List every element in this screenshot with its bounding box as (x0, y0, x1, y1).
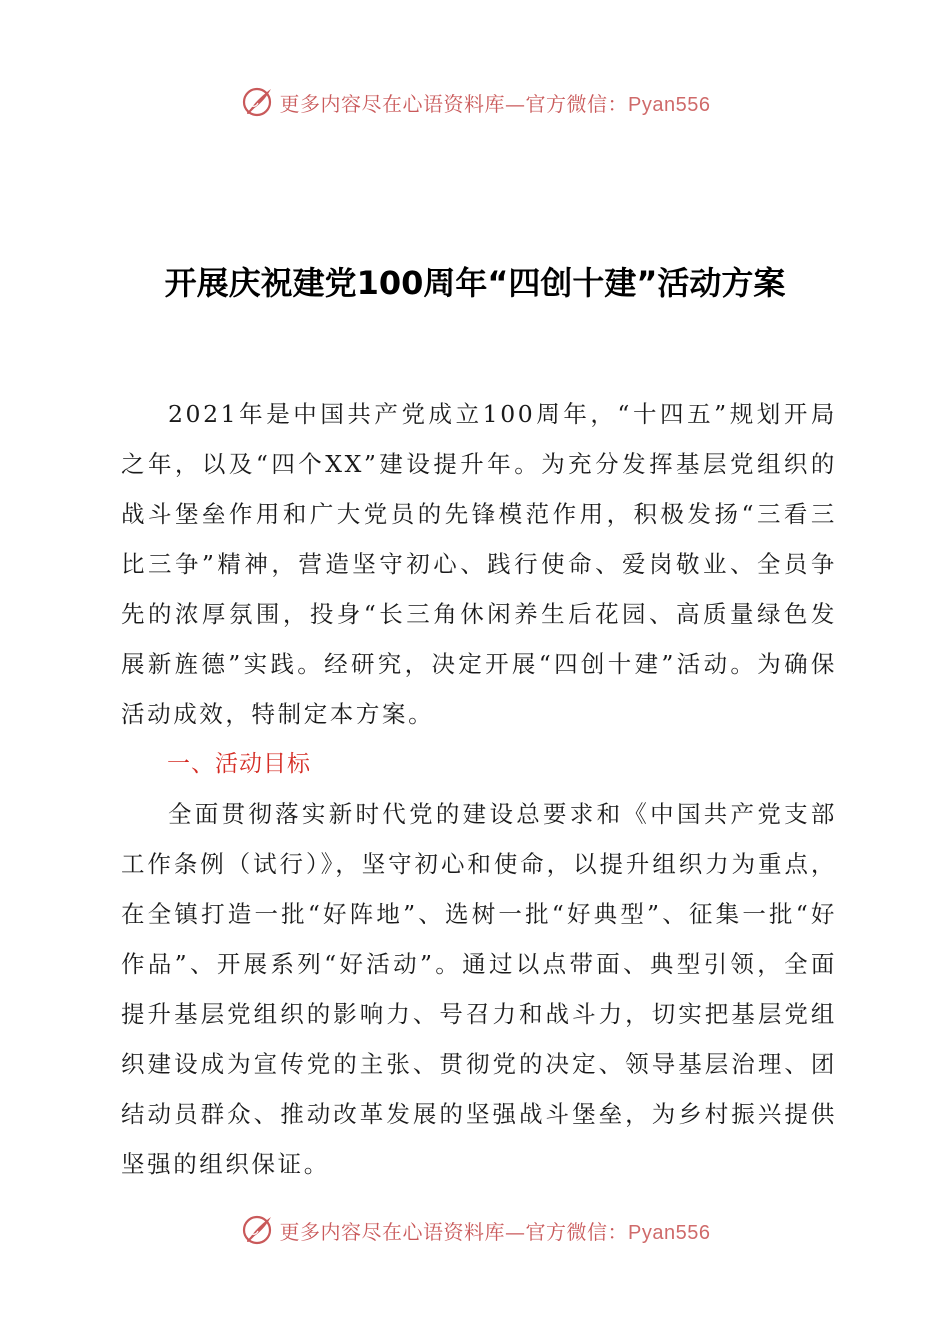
document-body (121, 389, 837, 1189)
footer-watermark-banner (0, 1208, 950, 1252)
watermark-wechat-id: Pyan556 (628, 93, 711, 116)
watermark-wechat-id: Pyan556 (628, 1221, 711, 1244)
header-watermark-banner (0, 80, 950, 124)
watermark-text (280, 1216, 711, 1245)
section-heading-goals: 一、活动目标 (167, 751, 311, 777)
watermark-text (280, 88, 711, 117)
watermark-text-cn: 更多内容尽在心语资料库—官方微信： (279, 1219, 629, 1244)
intro-paragraph: 2021年是中国共产党成立100周年，“十四五”规划开局之年，以及“四个XX”建设提升年。为充分发挥基层党组织的战斗堡垒作用和广大党员的先锋模范作用，积极发扬“三看三比三争”精神，营造坚守初心、践行使命、爱岗敬业、全员争先的浓厚氛围，投身“长三角休闲养生后花园、高质量绿色发展新旌德”实践。经研究，决定开展“四创十建”活动。为确保活动成效，特制定本方案。 (121, 400, 837, 728)
goals-paragraph: 全面贯彻落实新时代党的建设总要求和《中国共产党支部工作条例（试行）》，坚守初心和使命，以提升组织力为重点，在全镇打造一批“好阵地”、选树一批“好典型”、征集一批“好作品”、开展系列“好活动”。通过以点带面、典型引领，全面提升基层党组织的影响力、号召力和战斗力，切实把基层党组织建设成为宣传党的主张、贯彻党的决定、领导基层治理、团结动员群众、推动改革发展的坚强战斗堡垒，为乡村振兴提供坚强的组织保证。 (121, 800, 837, 1178)
watermark-text-cn: 更多内容尽在心语资料库—官方微信： (279, 91, 629, 116)
quill-logo-icon (240, 1212, 276, 1248)
quill-logo-icon (240, 84, 276, 120)
document-title: 开展庆祝建党100周年“四创十建”活动方案 (164, 264, 786, 302)
